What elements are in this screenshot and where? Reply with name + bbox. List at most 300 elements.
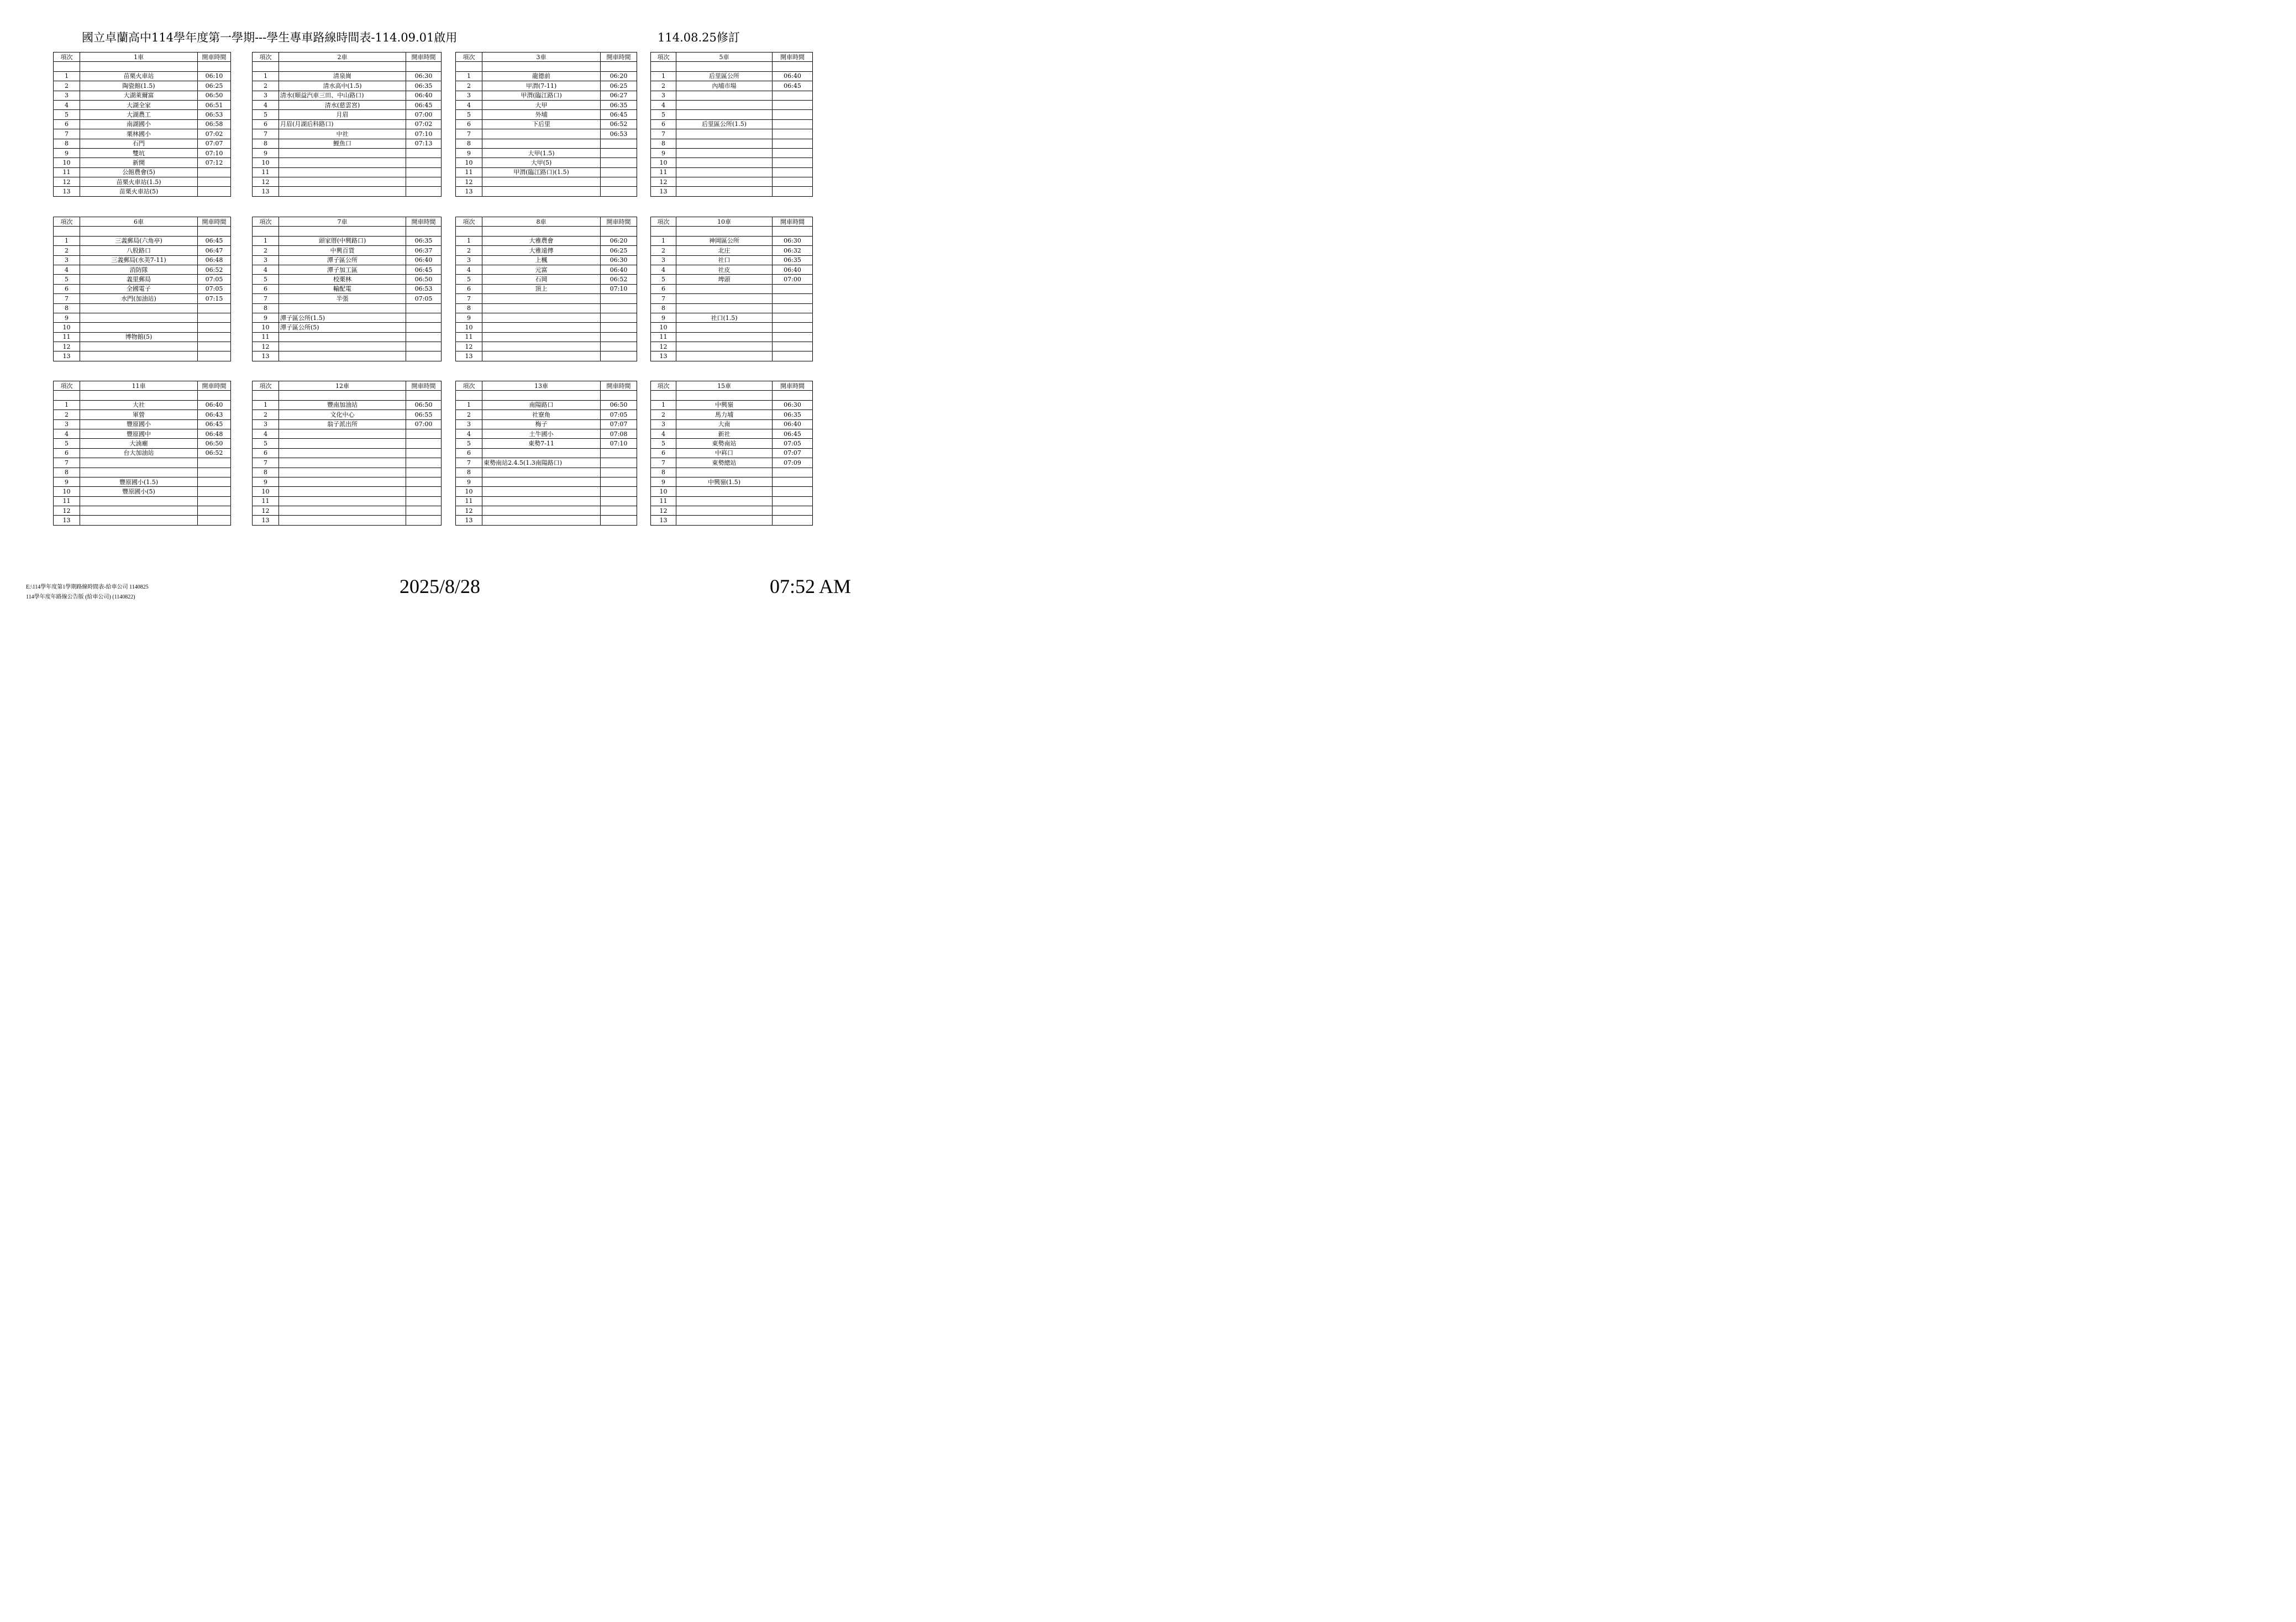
table-row xyxy=(651,246,813,255)
row-index: 13 xyxy=(651,187,676,196)
table-row xyxy=(456,265,637,274)
col-header-route-name: 6車 xyxy=(80,217,198,227)
table-blank-row xyxy=(456,62,637,71)
table-row xyxy=(456,110,637,119)
stop-name: 大社 xyxy=(80,400,198,410)
table-row xyxy=(651,468,813,477)
table-row xyxy=(456,439,637,448)
col-header-index: 項次 xyxy=(456,217,482,227)
row-index: 5 xyxy=(651,275,676,284)
departure-time xyxy=(406,177,442,187)
departure-time: 07:00 xyxy=(406,419,442,429)
table-row xyxy=(54,187,231,196)
stop-name xyxy=(80,323,198,332)
row-index: 13 xyxy=(456,516,482,525)
stop-name xyxy=(676,516,773,525)
stop-name: 博物館(5) xyxy=(80,332,198,342)
row-index: 11 xyxy=(651,167,676,177)
departure-time: 06:40 xyxy=(773,71,813,81)
col-header-route-name: 2車 xyxy=(279,53,406,62)
stop-name: 埤頭 xyxy=(676,275,773,284)
row-index: 12 xyxy=(253,506,279,516)
stop-name: 月眉(月湖后科路口) xyxy=(279,119,406,129)
row-index: 9 xyxy=(651,477,676,486)
departure-time xyxy=(773,139,813,148)
row-index: 11 xyxy=(253,332,279,342)
row-index: 7 xyxy=(651,294,676,303)
row-index: 2 xyxy=(651,246,676,255)
stop-name xyxy=(482,468,601,477)
stop-name xyxy=(482,129,601,139)
table-row xyxy=(456,71,637,81)
row-index: 3 xyxy=(651,91,676,100)
stop-name xyxy=(676,187,773,196)
stop-name: 大湳廟 xyxy=(80,439,198,448)
departure-time xyxy=(406,516,442,525)
col-header-time: 開車時間 xyxy=(198,53,231,62)
stop-name: 北庄 xyxy=(676,246,773,255)
table-blank-row xyxy=(54,227,231,236)
table-row xyxy=(253,275,442,284)
stop-name: 義里郵局 xyxy=(80,275,198,284)
table-row xyxy=(456,139,637,148)
row-index: 1 xyxy=(54,71,80,81)
departure-time xyxy=(406,429,442,438)
row-index: 12 xyxy=(651,342,676,351)
stop-name: 三義郵局(六角亭) xyxy=(80,236,198,245)
stop-name: 潭子區公所(1.5) xyxy=(279,313,406,322)
table-header-row xyxy=(651,381,813,391)
table-row xyxy=(253,439,442,448)
departure-time xyxy=(773,187,813,196)
departure-time: 06:45 xyxy=(198,419,231,429)
row-index: 5 xyxy=(456,439,482,448)
table-blank-row xyxy=(651,391,813,400)
stop-name xyxy=(279,506,406,516)
stop-name: 大雅遠傳 xyxy=(482,246,601,255)
departure-time: 06:27 xyxy=(601,91,637,100)
departure-time: 06:52 xyxy=(198,265,231,274)
route-table xyxy=(455,52,637,197)
table-row xyxy=(456,487,637,496)
blank-cell xyxy=(482,62,601,71)
departure-time: 06:52 xyxy=(198,448,231,458)
table-header-row xyxy=(651,53,813,62)
table-row xyxy=(651,516,813,525)
table-row xyxy=(651,439,813,448)
stop-name xyxy=(80,313,198,322)
row-index: 5 xyxy=(456,275,482,284)
stop-name: 新社 xyxy=(676,429,773,438)
table-row xyxy=(456,246,637,255)
stop-name: 公館農會(5) xyxy=(80,167,198,177)
row-index: 11 xyxy=(456,332,482,342)
row-index: 4 xyxy=(651,100,676,109)
table-row xyxy=(456,468,637,477)
stop-name: 雙坑 xyxy=(80,148,198,158)
table-row xyxy=(253,496,442,506)
stop-name xyxy=(482,323,601,332)
stop-name: 栗林國小 xyxy=(80,129,198,139)
table-row xyxy=(456,313,637,322)
stop-name: 甲渭(臨江路口) xyxy=(482,91,601,100)
table-row xyxy=(54,400,231,410)
row-index: 13 xyxy=(651,516,676,525)
table-row xyxy=(651,187,813,196)
stop-name xyxy=(482,177,601,187)
table-row xyxy=(54,177,231,187)
stop-name: 大甲(5) xyxy=(482,158,601,167)
row-index: 1 xyxy=(253,236,279,245)
departure-time xyxy=(198,477,231,486)
stop-name: 文化中心 xyxy=(279,410,406,419)
table-row xyxy=(253,332,442,342)
row-index: 10 xyxy=(456,158,482,167)
stop-name: 東勢總站 xyxy=(676,458,773,468)
departure-time xyxy=(198,468,231,477)
stop-name: 清泉崗 xyxy=(279,71,406,81)
stop-name xyxy=(676,351,773,361)
blank-cell xyxy=(253,62,279,71)
stop-name xyxy=(676,506,773,516)
table-header-row xyxy=(253,53,442,62)
table-row xyxy=(253,410,442,419)
row-index: 13 xyxy=(253,516,279,525)
table-row xyxy=(54,313,231,322)
departure-time xyxy=(406,496,442,506)
stop-name: 甲渭(臨江路口)(1.5) xyxy=(482,167,601,177)
blank-cell xyxy=(406,62,442,71)
table-row xyxy=(253,400,442,410)
blank-cell xyxy=(406,391,442,400)
col-header-index: 項次 xyxy=(253,381,279,391)
row-index: 2 xyxy=(651,410,676,419)
blank-cell xyxy=(80,391,198,400)
col-header-index: 項次 xyxy=(651,381,676,391)
row-index: 8 xyxy=(651,139,676,148)
row-index: 12 xyxy=(456,177,482,187)
stop-name: 清水高中(1.5) xyxy=(279,81,406,91)
departure-time: 06:50 xyxy=(406,275,442,284)
departure-time: 06:35 xyxy=(601,100,637,109)
table-row xyxy=(253,342,442,351)
col-header-index: 項次 xyxy=(456,53,482,62)
table-row xyxy=(54,332,231,342)
col-header-route-name: 11車 xyxy=(80,381,198,391)
stop-name xyxy=(676,284,773,293)
departure-time xyxy=(406,158,442,167)
page-title: 國立卓蘭高中114學年度第一學期---學生專車路線時間表-114.09.01啟用 xyxy=(82,31,458,44)
table-row xyxy=(651,71,813,81)
row-index: 7 xyxy=(456,458,482,468)
departure-time: 06:40 xyxy=(601,265,637,274)
stop-name: 東勢南站2.4.5(1.3南陽路口) xyxy=(482,458,601,468)
row-index: 6 xyxy=(54,448,80,458)
col-header-time: 開車時間 xyxy=(773,217,813,227)
col-header-index: 項次 xyxy=(253,53,279,62)
stop-name xyxy=(279,468,406,477)
stop-name xyxy=(279,332,406,342)
col-header-index: 項次 xyxy=(54,381,80,391)
table-row xyxy=(253,487,442,496)
stop-name xyxy=(676,100,773,109)
table-header-row xyxy=(253,217,442,227)
table-row xyxy=(651,110,813,119)
stop-name: 潭子區公所(5) xyxy=(279,323,406,332)
row-index: 3 xyxy=(456,419,482,429)
table-row xyxy=(54,167,231,177)
stop-name xyxy=(80,303,198,313)
stop-name: 外埔 xyxy=(482,110,601,119)
table-row xyxy=(253,129,442,139)
stop-name: 頭家厝(中興路口) xyxy=(279,236,406,245)
table-row xyxy=(651,506,813,516)
stop-name: 苗栗火車站(5) xyxy=(80,187,198,196)
table-row xyxy=(253,158,442,167)
col-header-time: 開車時間 xyxy=(773,53,813,62)
col-header-index: 項次 xyxy=(253,217,279,227)
table-row xyxy=(651,342,813,351)
table-header-row xyxy=(651,217,813,227)
row-index: 3 xyxy=(54,255,80,265)
stop-name xyxy=(279,342,406,351)
table-row xyxy=(54,294,231,303)
stop-name: 下后里 xyxy=(482,119,601,129)
col-header-time: 開車時間 xyxy=(601,381,637,391)
stop-name: 大南 xyxy=(676,419,773,429)
row-index: 2 xyxy=(54,81,80,91)
row-index: 8 xyxy=(456,139,482,148)
table-row xyxy=(54,419,231,429)
row-index: 10 xyxy=(54,487,80,496)
table-row xyxy=(651,429,813,438)
table-row xyxy=(253,71,442,81)
col-header-route-name: 1車 xyxy=(80,53,198,62)
row-index: 3 xyxy=(456,255,482,265)
departure-time xyxy=(601,177,637,187)
row-index: 12 xyxy=(54,506,80,516)
departure-time: 06:45 xyxy=(773,429,813,438)
table-row xyxy=(456,158,637,167)
table-row xyxy=(253,187,442,196)
stop-name xyxy=(482,477,601,486)
departure-time xyxy=(773,332,813,342)
row-index: 12 xyxy=(253,342,279,351)
row-index: 10 xyxy=(54,323,80,332)
table-row xyxy=(54,71,231,81)
departure-time xyxy=(601,342,637,351)
departure-time xyxy=(406,477,442,486)
departure-time: 06:58 xyxy=(198,119,231,129)
stop-name xyxy=(676,110,773,119)
row-index: 12 xyxy=(456,506,482,516)
row-index: 1 xyxy=(651,71,676,81)
row-index: 4 xyxy=(456,100,482,109)
blank-cell xyxy=(198,227,231,236)
stop-name xyxy=(676,487,773,496)
col-header-route-name: 5車 xyxy=(676,53,773,62)
table-row xyxy=(54,81,231,91)
departure-time xyxy=(601,468,637,477)
stop-name: 豐原國小(1.5) xyxy=(80,477,198,486)
row-index: 9 xyxy=(253,148,279,158)
table-row xyxy=(54,351,231,361)
table-row xyxy=(651,284,813,293)
table-row xyxy=(456,410,637,419)
stop-name: 月眉 xyxy=(279,110,406,119)
stop-name: 潭子區公所 xyxy=(279,255,406,265)
table-row xyxy=(651,81,813,91)
departure-time: 06:52 xyxy=(601,275,637,284)
row-index: 7 xyxy=(651,458,676,468)
row-index: 5 xyxy=(253,275,279,284)
departure-time: 06:40 xyxy=(773,265,813,274)
col-header-index: 項次 xyxy=(54,53,80,62)
table-header-row xyxy=(54,53,231,62)
departure-time: 06:25 xyxy=(601,81,637,91)
blank-cell xyxy=(54,227,80,236)
departure-time: 06:30 xyxy=(773,400,813,410)
row-index: 2 xyxy=(456,410,482,419)
row-index: 11 xyxy=(253,496,279,506)
stop-name: 中嵙口 xyxy=(676,448,773,458)
departure-time xyxy=(773,294,813,303)
table-row xyxy=(54,91,231,100)
table-row xyxy=(54,110,231,119)
departure-time: 06:51 xyxy=(198,100,231,109)
stop-name: 軍營 xyxy=(80,410,198,419)
route-table xyxy=(650,217,813,361)
row-index: 4 xyxy=(253,429,279,438)
table-row xyxy=(54,429,231,438)
col-header-time: 開車時間 xyxy=(601,217,637,227)
departure-time: 07:05 xyxy=(773,439,813,448)
departure-time xyxy=(773,342,813,351)
departure-time xyxy=(773,148,813,158)
row-index: 4 xyxy=(54,429,80,438)
departure-time: 06:30 xyxy=(406,71,442,81)
stop-name: 土牛國小 xyxy=(482,429,601,438)
row-index: 3 xyxy=(456,91,482,100)
departure-time xyxy=(601,323,637,332)
departure-time: 07:07 xyxy=(773,448,813,458)
table-row xyxy=(651,419,813,429)
departure-time xyxy=(406,342,442,351)
col-header-time: 開車時間 xyxy=(406,381,442,391)
departure-time xyxy=(406,332,442,342)
row-index: 12 xyxy=(54,342,80,351)
table-row xyxy=(456,187,637,196)
table-row xyxy=(253,477,442,486)
table-row xyxy=(253,91,442,100)
stop-name: 三義郵局(水美7-11) xyxy=(80,255,198,265)
stop-name: 馬力埔 xyxy=(676,410,773,419)
stop-name: 消防隊 xyxy=(80,265,198,274)
departure-time: 07:02 xyxy=(406,119,442,129)
departure-time xyxy=(198,342,231,351)
row-index: 3 xyxy=(54,91,80,100)
row-index: 5 xyxy=(651,110,676,119)
table-row xyxy=(651,294,813,303)
departure-time xyxy=(601,448,637,458)
row-index: 2 xyxy=(253,410,279,419)
stop-name xyxy=(676,129,773,139)
row-index: 9 xyxy=(54,477,80,486)
row-index: 11 xyxy=(54,496,80,506)
row-index: 7 xyxy=(54,294,80,303)
stop-name xyxy=(279,487,406,496)
table-blank-row xyxy=(253,391,442,400)
stop-name xyxy=(482,516,601,525)
row-index: 8 xyxy=(456,303,482,313)
table-row xyxy=(253,429,442,438)
row-index: 8 xyxy=(253,468,279,477)
stop-name: 南湖國小 xyxy=(80,119,198,129)
row-index: 4 xyxy=(456,265,482,274)
table-row xyxy=(456,100,637,109)
footer-date: 2025/8/28 xyxy=(400,575,481,597)
row-index: 9 xyxy=(54,313,80,322)
departure-time xyxy=(773,496,813,506)
stop-name: 校栗林 xyxy=(279,275,406,284)
table-row xyxy=(253,119,442,129)
stop-name xyxy=(676,323,773,332)
row-index: 10 xyxy=(253,158,279,167)
departure-time xyxy=(406,323,442,332)
row-index: 3 xyxy=(54,419,80,429)
stop-name: 大雅農會 xyxy=(482,236,601,245)
departure-time: 06:52 xyxy=(601,119,637,129)
table-row xyxy=(253,506,442,516)
table-row xyxy=(456,506,637,516)
row-index: 2 xyxy=(253,81,279,91)
departure-time xyxy=(773,477,813,486)
stop-name xyxy=(676,167,773,177)
table-row xyxy=(54,139,231,148)
table-row xyxy=(54,255,231,265)
stop-name: 翁子派出所 xyxy=(279,419,406,429)
stop-name: 豐原國小(5) xyxy=(80,487,198,496)
row-index: 9 xyxy=(456,477,482,486)
departure-time xyxy=(601,496,637,506)
stop-name: 中興嶺 xyxy=(676,400,773,410)
table-row xyxy=(651,313,813,322)
stop-name: 社寮角 xyxy=(482,410,601,419)
table-header-row xyxy=(253,381,442,391)
route-table xyxy=(252,217,442,361)
stop-name xyxy=(676,332,773,342)
table-row xyxy=(651,236,813,245)
table-row xyxy=(456,129,637,139)
departure-time: 06:32 xyxy=(773,246,813,255)
col-header-time: 開車時間 xyxy=(406,217,442,227)
table-row xyxy=(253,303,442,313)
col-header-time: 開車時間 xyxy=(773,381,813,391)
stop-name xyxy=(482,294,601,303)
row-index: 13 xyxy=(456,351,482,361)
departure-time xyxy=(773,91,813,100)
departure-time xyxy=(773,100,813,109)
stop-name: 龍德前 xyxy=(482,71,601,81)
row-index: 10 xyxy=(651,323,676,332)
table-row xyxy=(651,323,813,332)
row-index: 2 xyxy=(651,81,676,91)
row-index: 6 xyxy=(651,119,676,129)
departure-time: 06:30 xyxy=(773,236,813,245)
stop-name xyxy=(279,458,406,468)
table-row xyxy=(54,100,231,109)
row-index: 10 xyxy=(54,158,80,167)
